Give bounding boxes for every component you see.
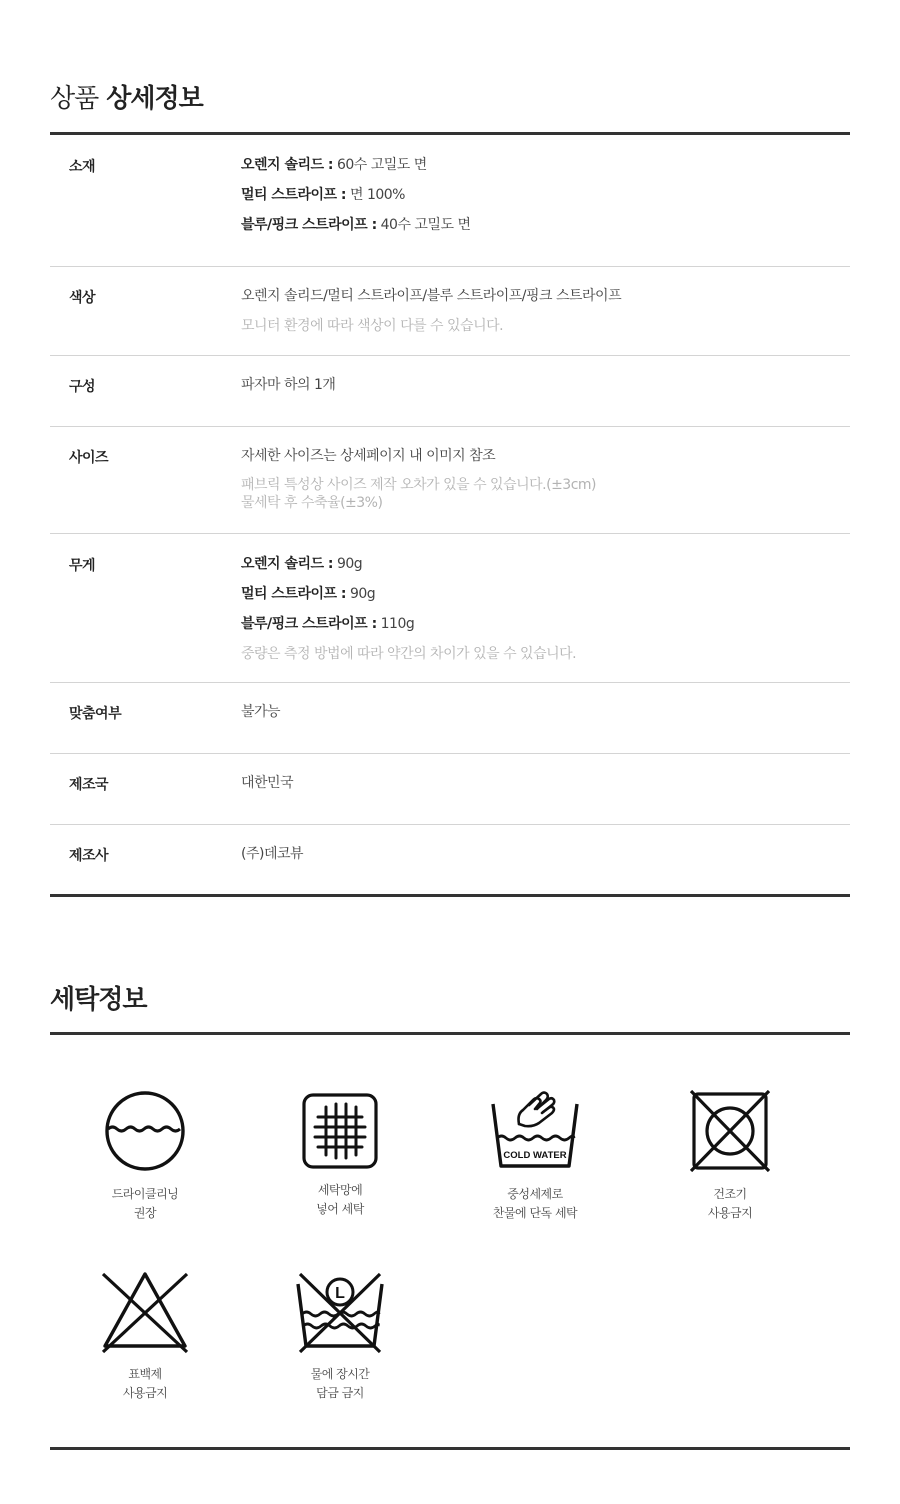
row-value-material xyxy=(241,155,841,245)
care-item-no-tumble-dry xyxy=(635,1090,825,1223)
row-divider xyxy=(50,824,850,825)
row-label-weight: 무게 xyxy=(69,558,96,574)
care-caption: 드라이클리닝 권장 xyxy=(111,1187,179,1220)
row-divider xyxy=(50,533,850,534)
size-line: 자세한 사이즈는 상세페이지 내 이미지 참조 xyxy=(241,448,496,464)
weight-note: 중량은 측정 방법에 따라 약간의 차이가 있을 수 있습니다. xyxy=(241,646,577,662)
detail-title-bold: 상세정보 xyxy=(106,84,203,114)
laundry-section-title xyxy=(50,979,146,1016)
row-divider xyxy=(50,682,850,683)
care-caption: 세탁망에 넣어 세탁 xyxy=(316,1183,364,1216)
care-item-laundry-net xyxy=(245,1092,435,1219)
row-divider xyxy=(50,426,850,427)
care-item-no-long-soak xyxy=(245,1270,435,1403)
laundry-title: 세탁정보 xyxy=(50,985,147,1015)
row-value-color xyxy=(241,286,841,346)
care-item-dry-clean xyxy=(50,1088,240,1223)
composition-line: 파자마 하의 1개 xyxy=(241,377,336,393)
weight-line: 멀티 스트라이프 : 90g xyxy=(241,586,376,602)
row-label-color: 색상 xyxy=(69,290,96,306)
row-value-country xyxy=(241,773,841,803)
detail-section-title xyxy=(50,78,203,115)
row-value-size xyxy=(241,446,841,512)
no-bleach-icon xyxy=(99,1270,191,1354)
detail-bottom-rule xyxy=(50,894,850,897)
care-item-no-bleach xyxy=(50,1270,240,1403)
size-note: 물세탁 후 수축율(±3%) xyxy=(241,495,383,511)
row-label-size: 사이즈 xyxy=(69,450,109,466)
row-value-composition xyxy=(241,375,841,405)
row-divider xyxy=(50,753,850,754)
row-label-manufacturer: 제조사 xyxy=(69,848,109,864)
soak-clock-label: L xyxy=(335,1285,345,1302)
dry-clean-icon xyxy=(102,1088,188,1174)
care-caption: 표백제 사용금지 xyxy=(122,1367,168,1400)
material-line: 오렌지 솔리드 : 60수 고밀도 면 xyxy=(241,157,427,173)
row-label-material: 소재 xyxy=(69,159,96,175)
size-note: 패브릭 특성상 사이즈 제작 오차가 있을 수 있습니다.(±3cm) xyxy=(241,477,597,493)
care-caption: 건조기 사용금지 xyxy=(707,1187,753,1220)
row-divider xyxy=(50,355,850,356)
row-value-manufacturer xyxy=(241,844,841,874)
material-line: 블루/핑크 스트라이프 : 40수 고밀도 면 xyxy=(241,217,471,233)
care-caption: 중성세제로 찬물에 단독 세탁 xyxy=(492,1187,578,1220)
row-divider xyxy=(50,266,850,267)
row-value-customizable xyxy=(241,702,841,732)
cold-water-label: COLD WATER xyxy=(503,1150,567,1161)
laundry-top-rule xyxy=(50,1032,850,1035)
country-line: 대한민국 xyxy=(241,775,294,791)
row-label-composition: 구성 xyxy=(69,379,96,395)
laundry-net-icon xyxy=(301,1092,379,1170)
no-tumble-dry-icon xyxy=(690,1090,770,1172)
row-value-weight xyxy=(241,554,841,674)
detail-top-rule xyxy=(50,132,850,135)
hand-wash-cold-water-icon xyxy=(489,1088,581,1174)
customizable-line: 불가능 xyxy=(241,704,281,720)
care-item-hand-wash xyxy=(440,1088,630,1223)
row-label-country: 제조국 xyxy=(69,777,109,793)
laundry-bottom-rule xyxy=(50,1447,850,1450)
material-line: 멀티 스트라이프 : 면 100% xyxy=(241,187,405,203)
manufacturer-line: (주)데코뷰 xyxy=(241,846,304,862)
weight-line: 블루/핑크 스트라이프 : 110g xyxy=(241,616,415,632)
no-long-soak-icon xyxy=(294,1270,386,1354)
color-line: 오렌지 솔리드/멀티 스트라이프/블루 스트라이프/핑크 스트라이프 xyxy=(241,288,622,304)
row-label-customizable: 맞춤여부 xyxy=(69,706,122,722)
detail-title-light: 상품 xyxy=(50,84,99,114)
care-caption: 물에 장시간 담금 금지 xyxy=(310,1367,370,1400)
color-note: 모니터 환경에 따라 색상이 다를 수 있습니다. xyxy=(241,318,504,334)
weight-line: 오렌지 솔리드 : 90g xyxy=(241,556,363,572)
